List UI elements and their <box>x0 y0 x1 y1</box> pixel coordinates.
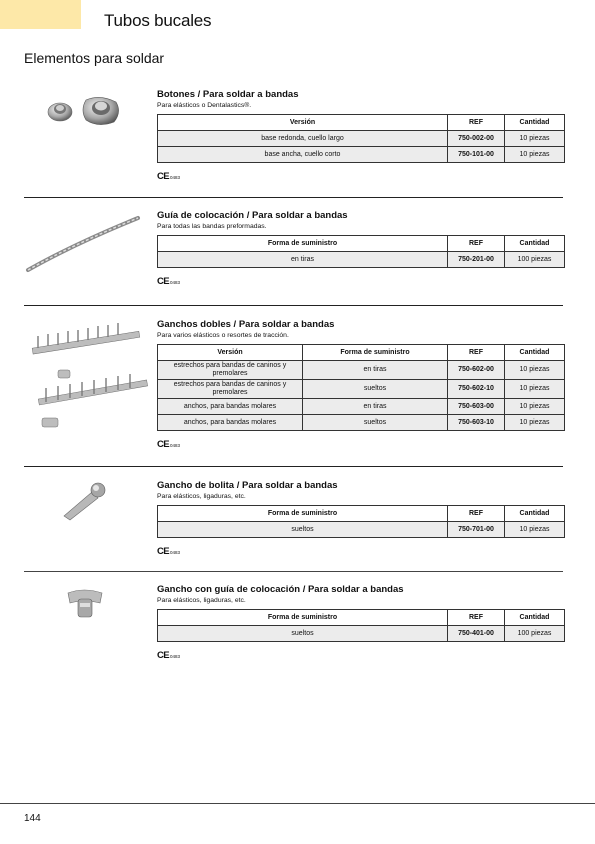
ce-marking <box>157 440 564 449</box>
ce-mark: CE <box>157 171 169 182</box>
column-header: REF <box>448 236 505 252</box>
table-row: estrechos para bandas de caninos y premolares sueltos 750-602-10 10 piezas <box>158 380 565 399</box>
product-table <box>157 505 565 538</box>
product-title: Gancho con guía de colocación / Para soldar a bandas <box>157 584 404 595</box>
header-tab <box>0 0 81 29</box>
button-product-image <box>44 92 124 130</box>
product-gancho-guia <box>157 584 564 660</box>
ce-number: 0483 <box>170 654 181 659</box>
column-header: REF <box>448 506 505 522</box>
column-header: REF <box>448 610 505 626</box>
ce-number: 0483 <box>170 443 181 448</box>
ce-mark: CE <box>157 276 169 287</box>
column-header: Cantidad <box>505 115 565 131</box>
product-table <box>157 609 565 642</box>
column-header: REF <box>448 115 505 131</box>
ce-number: 0483 <box>170 550 181 555</box>
table-row: estrechos para bandas de caninos y premolares en tiras 750-602-00 10 piezas <box>158 361 565 380</box>
table-row: anchos, para bandas molares sueltos 750-603-10 10 piezas <box>158 415 565 431</box>
product-title: Ganchos dobles / Para soldar a bandas <box>157 319 335 330</box>
column-header: Cantidad <box>505 610 565 626</box>
product-gancho-bolita <box>157 480 564 556</box>
table-row: anchos, para bandas molares en tiras 750-603-00 10 piezas <box>158 399 565 415</box>
ce-marking <box>157 651 564 660</box>
page-number: 144 <box>24 813 41 824</box>
ce-mark: CE <box>157 546 169 557</box>
column-header: Forma de suministro <box>303 345 448 361</box>
product-subtitle: Para varios elásticos o resortes de tracción. <box>157 332 289 339</box>
product-subtitle: Para todas las bandas preformadas. <box>157 223 267 230</box>
product-table <box>157 235 565 268</box>
ce-mark: CE <box>157 439 169 450</box>
ball-hook-image <box>58 478 110 522</box>
table-row: en tiras 750-201-00 100 piezas <box>158 252 565 268</box>
table-row: sueltos 750-701-00 10 piezas <box>158 522 565 538</box>
footer-divider <box>0 803 595 804</box>
product-subtitle: Para elásticos o Dentalastics®. <box>157 102 252 109</box>
column-header: Cantidad <box>505 236 565 252</box>
divider <box>24 571 563 572</box>
ce-mark: CE <box>157 650 169 661</box>
column-header: Forma de suministro <box>158 506 448 522</box>
column-header: Forma de suministro <box>158 610 448 626</box>
product-table <box>157 114 565 163</box>
product-title: Guía de colocación / Para soldar a bandas <box>157 210 348 221</box>
table-row: base redonda, cuello largo 750-002-00 10 piezas <box>158 131 565 147</box>
product-subtitle: Para elásticos, ligaduras, etc. <box>157 597 246 604</box>
hook-with-guide-image <box>64 585 106 623</box>
page-title: Tubos bucales <box>104 11 212 30</box>
ce-marking <box>157 277 564 286</box>
product-title: Gancho de bolita / Para soldar a bandas <box>157 480 338 491</box>
product-guia <box>157 210 564 286</box>
placement-guide-image <box>24 214 142 276</box>
column-header: Versión <box>158 115 448 131</box>
column-header: REF <box>448 345 505 361</box>
column-header: Forma de suministro <box>158 236 448 252</box>
product-subtitle: Para elásticos, ligaduras, etc. <box>157 493 246 500</box>
column-header: Cantidad <box>505 345 565 361</box>
divider <box>24 197 563 198</box>
column-header: Versión <box>158 345 303 361</box>
ce-marking <box>157 547 564 556</box>
product-botones <box>157 89 564 181</box>
section-title: Elementos para soldar <box>24 50 165 66</box>
product-title: Botones / Para soldar a bandas <box>157 89 299 100</box>
table-row: base ancha, cuello corto 750-101-00 10 piezas <box>158 147 565 163</box>
table-row: sueltos 750-401-00 100 piezas <box>158 626 565 642</box>
product-table <box>157 344 565 431</box>
ce-marking <box>157 172 564 181</box>
ce-number: 0483 <box>170 280 181 285</box>
column-header: Cantidad <box>505 506 565 522</box>
divider <box>24 466 563 467</box>
ce-number: 0483 <box>170 175 181 180</box>
product-ganchos-dobles <box>157 319 564 449</box>
divider <box>24 305 563 306</box>
double-hooks-image <box>24 318 150 434</box>
